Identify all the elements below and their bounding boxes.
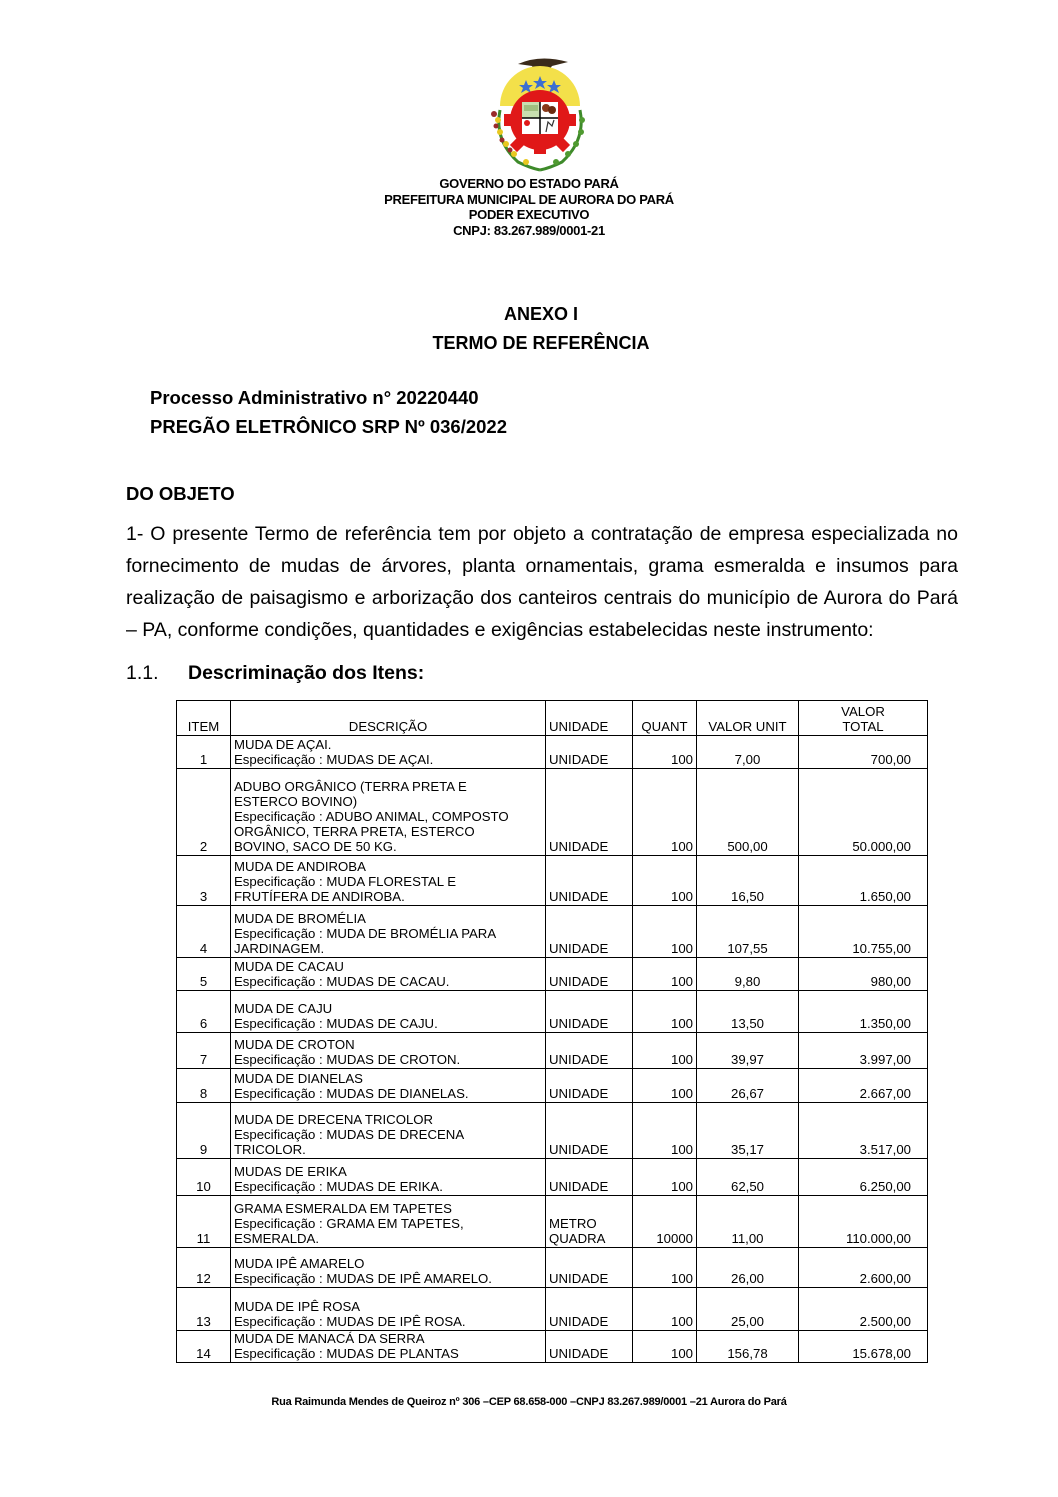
cell-unit: [546, 1069, 633, 1103]
table-row: [177, 1331, 928, 1363]
header-line-executive: PODER EXECUTIVO: [468, 207, 590, 222]
cell-total-value: 3.997,00: [799, 1033, 928, 1069]
description-line: Especificação : MUDA DE BROMÉLIA PARA: [234, 926, 497, 941]
annex-title: ANEXO I: [503, 304, 578, 324]
cell-quantity: 100: [633, 1069, 697, 1103]
description-line: Especificação : MUDAS DE DRECENA: [234, 1127, 465, 1142]
description-line: Especificação : MUDAS DE IPÊ ROSA.: [234, 1314, 466, 1329]
cell-unit: [546, 958, 633, 991]
process-number: Processo Administrativo n° 20220440: [150, 387, 479, 408]
cell-total-value: 10.755,00: [799, 906, 928, 958]
description-line: MUDA DE ANDIROBA: [234, 859, 366, 874]
cell-unit-value: 9,80: [697, 958, 799, 991]
table-row: [177, 1196, 928, 1248]
description-line: MUDA DE DRECENA TRICOLOR: [234, 1112, 434, 1127]
description-line: Especificação : ADUBO ANIMAL, COMPOSTO: [234, 809, 509, 824]
cell-item: 2: [177, 769, 231, 856]
unit-line: UNIDADE: [549, 974, 609, 989]
description-line: ESTERCO BOVINO): [234, 794, 358, 809]
description-line: ADUBO ORGÂNICO (TERRA PRETA E: [234, 779, 467, 794]
cell-quantity: 100: [633, 958, 697, 991]
description-line: MUDA DE IPÊ ROSA: [234, 1299, 361, 1314]
cell-unit: [546, 736, 633, 769]
cell-total-value: 2.500,00: [799, 1288, 928, 1331]
table-row: [177, 1159, 928, 1196]
cell-unit: [546, 991, 633, 1033]
cell-total-value: 980,00: [799, 958, 928, 991]
description-line: MUDAS DE ERIKA: [234, 1164, 347, 1179]
description-line: Especificação : MUDAS DE DIANELAS.: [234, 1086, 469, 1101]
cell-quantity: 100: [633, 1103, 697, 1159]
cell-unit: [546, 1159, 633, 1196]
cell-description: [231, 1033, 546, 1069]
cell-description: [231, 1331, 546, 1363]
description-line: MUDA DE AÇAI.: [234, 737, 332, 752]
cell-quantity: 100: [633, 769, 697, 856]
cell-quantity: 100: [633, 1331, 697, 1363]
cell-unit-value: 26,00: [697, 1248, 799, 1288]
cell-total-value: 3.517,00: [799, 1103, 928, 1159]
cell-item: 6: [177, 991, 231, 1033]
unit-line: UNIDADE: [549, 1142, 609, 1157]
table-header-row: [177, 701, 928, 736]
table-row: [177, 1069, 928, 1103]
description-line: ESMERALDA.: [234, 1231, 320, 1246]
description-line: Especificação : GRAMA EM TAPETES,: [234, 1216, 464, 1231]
unit-line: QUADRA: [549, 1231, 606, 1246]
description-line: Especificação : MUDA FLORESTAL E: [234, 874, 457, 889]
cell-item: 1: [177, 736, 231, 769]
government-header: [0, 176, 1058, 238]
cell-quantity: 100: [633, 1159, 697, 1196]
cell-unit-value: 107,55: [697, 906, 799, 958]
cell-unit-value: 500,00: [697, 769, 799, 856]
cell-unit-value: 39,97: [697, 1033, 799, 1069]
header-total-value: [799, 701, 928, 736]
cell-item: 7: [177, 1033, 231, 1069]
description-line: MUDA DE CACAU: [234, 959, 344, 974]
table-row: [177, 769, 928, 856]
cell-total-value: 2.667,00: [799, 1069, 928, 1103]
cell-unit-value: 26,67: [697, 1069, 799, 1103]
reference-term-title: TERMO DE REFERÊNCIA: [432, 333, 650, 353]
unit-line: UNIDADE: [549, 1086, 609, 1101]
subsection-number: 1.1.: [126, 662, 159, 684]
cell-item: 3: [177, 856, 231, 906]
cell-unit: [546, 1248, 633, 1288]
cell-total-value: 1.650,00: [799, 856, 928, 906]
description-line: JARDINAGEM.: [234, 941, 325, 956]
table-row: [177, 1103, 928, 1159]
cell-description: [231, 1103, 546, 1159]
table-row: [177, 856, 928, 906]
cell-description: [231, 1288, 546, 1331]
unit-line: UNIDADE: [549, 1052, 609, 1067]
cell-unit: [546, 1033, 633, 1069]
cell-description: [231, 1248, 546, 1288]
header-item: ITEM: [177, 701, 231, 736]
cell-description: [231, 1159, 546, 1196]
cell-unit-value: 62,50: [697, 1159, 799, 1196]
cell-unit: [546, 906, 633, 958]
cell-item: 4: [177, 906, 231, 958]
unit-line: UNIDADE: [549, 1179, 609, 1194]
cell-unit-value: 11,00: [697, 1196, 799, 1248]
cell-item: 14: [177, 1331, 231, 1363]
coat-of-arms-icon: [478, 50, 603, 175]
header-unit-value: VALOR UNIT: [697, 701, 799, 736]
header-line-state: GOVERNO DO ESTADO PARÁ: [439, 176, 619, 191]
description-line: Especificação : MUDAS DE IPÊ AMARELO.: [234, 1271, 492, 1286]
cell-unit: [546, 1196, 633, 1248]
table-body: [177, 736, 928, 1363]
description-line: MUDA IPÊ AMARELO: [234, 1256, 365, 1271]
description-line: MUDA DE DIANELAS: [234, 1071, 363, 1086]
cell-unit: [546, 1331, 633, 1363]
cell-total-value: 50.000,00: [799, 769, 928, 856]
cell-unit-value: 16,50: [697, 856, 799, 906]
cell-unit-value: 7,00: [697, 736, 799, 769]
cell-unit-value: 13,50: [697, 991, 799, 1033]
description-line: FRUTÍFERA DE ANDIROBA.: [234, 889, 405, 904]
subsection-heading: [126, 662, 424, 685]
subsection-title: Descriminação dos Itens:: [188, 662, 425, 684]
cell-description: [231, 991, 546, 1033]
object-paragraph: 1- O presente Termo de referência tem por objeto a contratação de empresa especializada no fornecimento de mudas de árvores, planta ornamentais, grama esmeralda e insumos para realização de paisagismo e arborização dos canteiros centrais do município de Aurora do Pará – PA, conforme condições, quantidades e exigências estabelecidas neste instrumento:: [126, 523, 958, 641]
header-description: DESCRIÇÃO: [231, 701, 546, 736]
cell-description: [231, 958, 546, 991]
cell-description: [231, 856, 546, 906]
description-line: TRICOLOR.: [234, 1142, 306, 1157]
header-quantity: QUANT: [633, 701, 697, 736]
cell-total-value: 2.600,00: [799, 1248, 928, 1288]
cell-item: 12: [177, 1248, 231, 1288]
cell-item: 10: [177, 1159, 231, 1196]
cell-description: [231, 1069, 546, 1103]
items-table: [176, 700, 928, 1363]
cell-total-value: 110.000,00: [799, 1196, 928, 1248]
description-line: Especificação : MUDAS DE PLANTAS: [234, 1346, 459, 1361]
cell-total-value: 15.678,00: [799, 1331, 928, 1363]
cell-quantity: 100: [633, 1248, 697, 1288]
cell-unit-value: 25,00: [697, 1288, 799, 1331]
cell-description: [231, 736, 546, 769]
cell-unit: [546, 1288, 633, 1331]
description-line: Especificação : MUDAS DE CACAU.: [234, 974, 450, 989]
description-line: BOVINO, SACO DE 50 KG.: [234, 839, 397, 854]
description-line: MUDA DE MANACÁ DA SERRA: [234, 1331, 425, 1346]
cell-quantity: 100: [633, 736, 697, 769]
cell-quantity: 100: [633, 1033, 697, 1069]
cell-item: 11: [177, 1196, 231, 1248]
unit-line: UNIDADE: [549, 1346, 609, 1361]
document-title: [0, 300, 1058, 358]
unit-line: UNIDADE: [549, 1271, 609, 1286]
cell-total-value: 1.350,00: [799, 991, 928, 1033]
description-line: Especificação : MUDAS DE CROTON.: [234, 1052, 461, 1067]
unit-line: UNIDADE: [549, 941, 609, 956]
header-total-value-line2: TOTAL: [842, 719, 884, 734]
description-line: Especificação : MUDAS DE CAJU.: [234, 1016, 438, 1031]
cell-quantity: 10000: [633, 1196, 697, 1248]
description-line: GRAMA ESMERALDA EM TAPETES: [234, 1201, 452, 1216]
cell-quantity: 100: [633, 906, 697, 958]
description-line: MUDA DE CAJU: [234, 1001, 333, 1016]
process-info: [150, 383, 507, 441]
table-row: [177, 736, 928, 769]
table-row: [177, 1033, 928, 1069]
unit-line: UNIDADE: [549, 1016, 609, 1031]
cell-quantity: 100: [633, 1288, 697, 1331]
cell-total-value: 6.250,00: [799, 1159, 928, 1196]
description-line: ORGÂNICO, TERRA PRETA, ESTERCO: [234, 824, 475, 839]
cell-description: [231, 906, 546, 958]
cell-description: [231, 769, 546, 856]
cell-unit: [546, 769, 633, 856]
unit-line: UNIDADE: [549, 752, 609, 767]
description-line: Especificação : MUDAS DE AÇAI.: [234, 752, 434, 767]
cell-unit-value: 156,78: [697, 1331, 799, 1363]
unit-line: UNIDADE: [549, 889, 609, 904]
unit-line: METRO: [549, 1216, 597, 1231]
cell-unit-value: 35,17: [697, 1103, 799, 1159]
table-row: [177, 958, 928, 991]
cell-item: 13: [177, 1288, 231, 1331]
cell-total-value: 700,00: [799, 736, 928, 769]
section-title: DO OBJETO: [126, 483, 235, 504]
cell-item: 9: [177, 1103, 231, 1159]
description-line: MUDA DE BROMÉLIA: [234, 911, 366, 926]
cell-quantity: 100: [633, 856, 697, 906]
header-line-prefecture: PREFEITURA MUNICIPAL DE AURORA DO PARÁ: [384, 191, 674, 207]
auction-number: PREGÃO ELETRÔNICO SRP Nº 036/2022: [150, 416, 508, 437]
header-total-value-line1: VALOR: [841, 704, 885, 719]
page-footer-address: Rua Raimunda Mendes de Queiroz nº 306 –CEP 68.658-000 –CNPJ 83.267.989/0001 –21 Aurora do Pará: [271, 1396, 787, 1408]
cell-quantity: 100: [633, 991, 697, 1033]
table-row: [177, 1248, 928, 1288]
header-unit: UNIDADE: [546, 701, 633, 736]
table-row: [177, 906, 928, 958]
cell-unit: [546, 1103, 633, 1159]
description-line: MUDA DE CROTON: [234, 1037, 355, 1052]
header-line-cnpj: CNPJ: 83.267.989/0001-21: [453, 222, 605, 238]
cell-description: [231, 1196, 546, 1248]
description-line: Especificação : MUDAS DE ERIKA.: [234, 1179, 443, 1194]
table-row: [177, 991, 928, 1033]
cell-unit: [546, 856, 633, 906]
unit-line: UNIDADE: [549, 839, 609, 854]
table-row: [177, 1288, 928, 1331]
cell-item: 5: [177, 958, 231, 991]
unit-line: UNIDADE: [549, 1314, 609, 1329]
cell-item: 8: [177, 1069, 231, 1103]
